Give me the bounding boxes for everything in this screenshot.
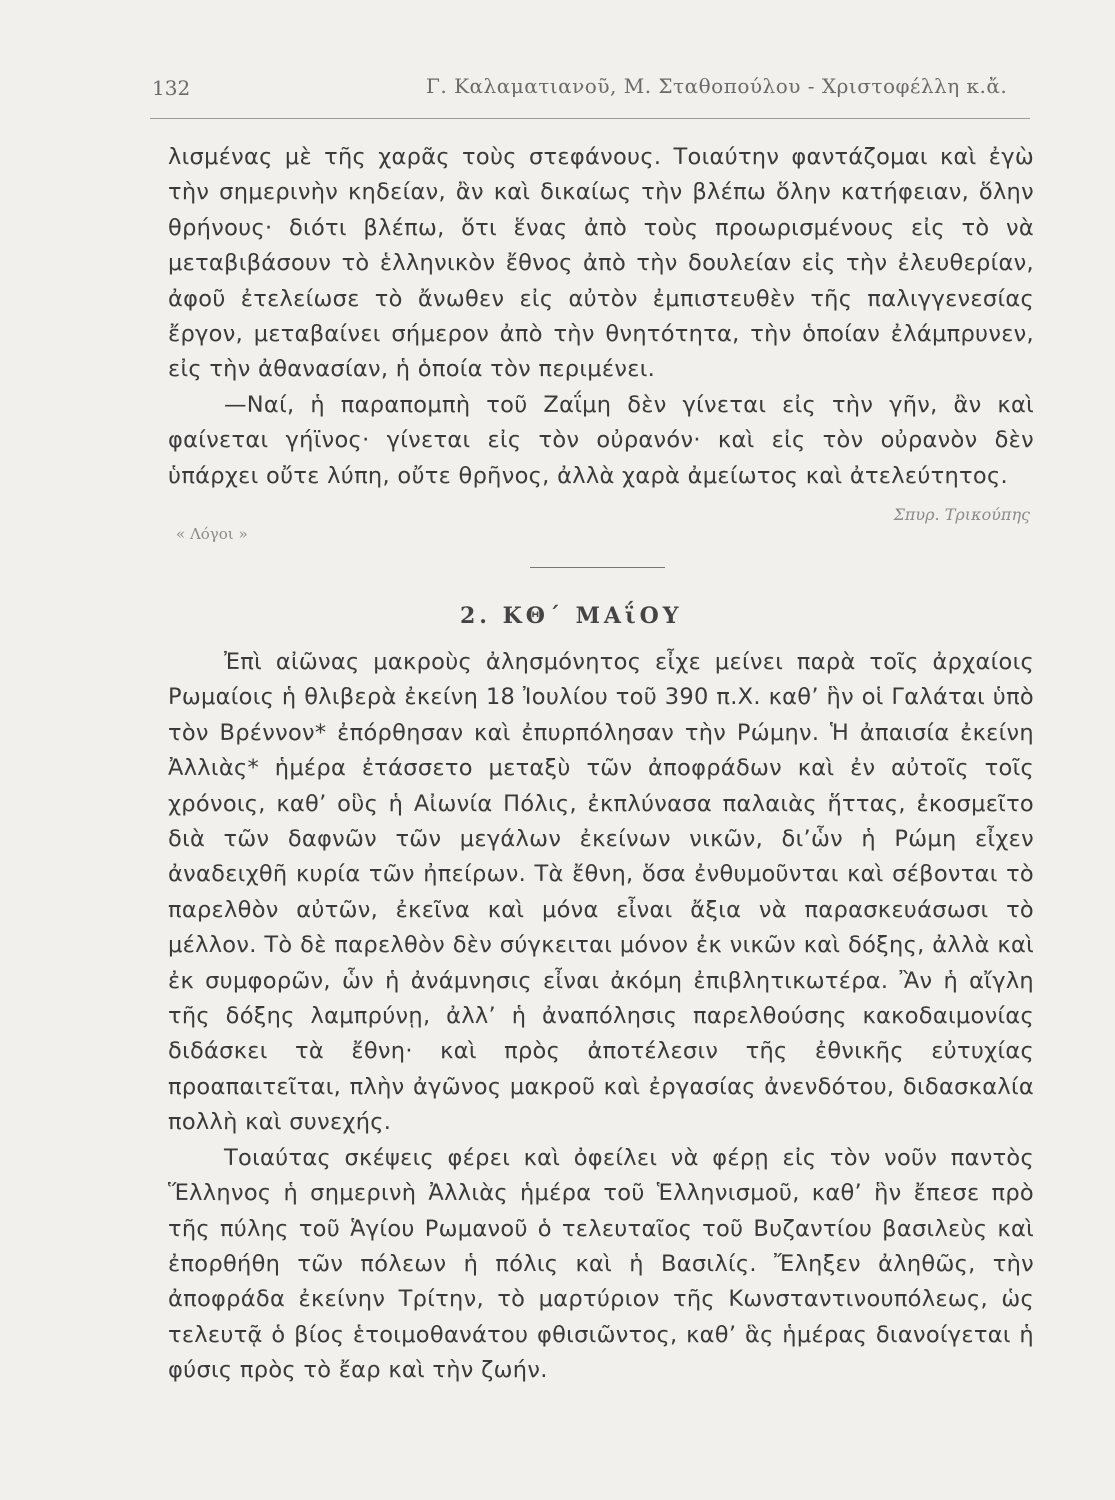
running-head: Γ. Καλαματιανοῦ, Μ. Σταθοπούλου - Χριστοφέλλη κ.ἄ. [426, 74, 1008, 98]
passage-2 [168, 645, 1034, 1389]
source-attribution [170, 505, 1030, 545]
paragraph: λισμένας μὲ τῆς χαρᾶς τοὺς στεφάνους. Τοιαύτην φαντάζομαι καὶ ἐγὼ τὴν σημερινὴν κηδείαν, ἂν καὶ δικαίως τὴν βλέπω ὅλην κατήφειαν, ὅλην θρήνους· διότι βλέπω, ὅτι ἕνας ἀπὸ τοὺς προωρισμένους εἰς τὸ νὰ μεταβιβάσουν τὸ ἑλληνικὸν ἔθνος ἀπὸ τὴν δουλείαν εἰς τὴν ἐλευθερίαν, ἀφοῦ ἐτελείωσε τὸ ἄνωθεν εἰς αὐτὸν ἐμπιστευθὲν τῆς παλιγγενεσίας ἔργον, μεταβαίνει σήμερον ἀπὸ τὴν θνητότητα, τὴν ὁποίαν ἐλάμπρυνεν, εἰς τὴν ἀθανασίαν, ἡ ὁποία τὸν περιμένει. [168, 144, 1034, 383]
source-title: « Λόγοι » [176, 525, 248, 543]
page-header [150, 74, 1020, 114]
section-heading: 2. ΚΘ΄ ΜΑΐΟΥ [460, 603, 683, 629]
passage-1 [168, 140, 1034, 494]
paragraph: Τοιαύτας σκέψεις φέρει καὶ ὀφείλει νὰ φέρῃ εἰς τὸν νοῦν παντὸς Ἕλληνος ἡ σημερινὴ Ἀλλιὰς ἡμέρα τοῦ Ἑλληνισμοῦ, καθ’ ἣν ἔπεσε πρὸ τῆς πύλης τοῦ Ἁγίου Ρωμανοῦ ὁ τελευταῖος τοῦ Βυζαντίου βασιλεὺς καὶ ἐπορθήθη τῶν πόλεων ἡ πόλις καὶ ἡ Βασιλίς. Ἔληξεν ἀληθῶς, τὴν ἀποφράδα ἐκείνην Τρίτην, τὸ μαρτύριον τῆς Κωνσταντινουπόλεως, ὡς τελευτᾷ ὁ βίος ἑτοιμοθανάτου φθισιῶντος, καθ’ ἃς ἡμέρας διανοίγεται ἡ φύσις πρὸς τὸ ἔαρ καὶ τὴν ζωήν. [168, 1144, 1034, 1384]
header-rule [150, 118, 1030, 119]
section-divider [530, 567, 665, 568]
paragraph: Ἐπὶ αἰῶνας μακροὺς ἀλησμόνητος εἶχε μείνει παρὰ τοῖς ἀρχαίοις Ρωμαίοις ἡ θλιβερὰ ἐκείνη 18 Ἰουλίου τοῦ 390 π.Χ. καθ’ ἣν οἱ Γαλάται ὑπὸ τὸν Βρέννον* ἐπόρθησαν καὶ ἐπυρπόλησαν τὴν Ρώμην. Ἡ ἀπαισία ἐκείνη Ἀλλιὰς* ἡμέρα ἐτάσσετο μεταξὺ τῶν ἀποφράδων καὶ ἐν αὐτοῖς τοῖς χρόνοις, καθ’ οὓς ἡ Αἰωνία Πόλις, ἐκπλύνασα παλαιὰς ἥττας, ἐκοσμεῖτο διὰ τῶν δαφνῶν τῶν μεγάλων ἐκείνων νικῶν, δι’ὧν ἡ Ρώμη εἶχεν ἀναδειχθῆ κυρία τῶν ἠπείρων. Τὰ ἔθνη, ὅσα ἐνθυμοῦνται καὶ σέβονται τὸ παρελθὸν αὐτῶν, ἐκεῖνα καὶ μόνα εἶναι ἄξια νὰ παρασκευάσωσι τὸ μέλλον. Τὸ δὲ παρελθὸν δὲν σύγκειται μόνον ἐκ νικῶν καὶ δόξης, ἀλλὰ καὶ ἐκ συμφορῶν, ὧν ἡ ἀνάμνησις εἶναι ἀκόμη ἐπιβλητικωτέρα. Ἂν ἡ αἴγλη τῆς δόξης λαμπρύνῃ, ἀλλ’ ἡ ἀναπόλησις παρελθούσης κακοδαιμονίας διδάσκει τὰ ἔθνη· καὶ πρὸς ἀποτέλεσιν τῆς ἐθνικῆς εὐτυχίας προαπαιτεῖται, πλὴν ἀγῶνος μακροῦ καὶ ἐργασίας ἀνενδότου, διδασκαλία πολλὴ καὶ συνεχής. [168, 649, 1034, 1136]
page-number: 132 [152, 76, 191, 100]
source-author: Σπυρ. Τρικούπης [893, 505, 1030, 524]
paragraph: —Ναί, ἡ παραπομπὴ τοῦ Ζαΐμη δὲν γίνεται εἰς τὴν γῆν, ἂν καὶ φαίνεται γήϊνος· γίνεται εἰς τὸν οὐρανόν· καὶ εἰς τὸν οὐρανὸν δὲν ὑπάρχει οὔτε λύπη, οὔτε θρῆνος, ἀλλὰ χαρὰ ἀμείωτος καὶ ἀτελεύτητος. [168, 391, 1034, 489]
